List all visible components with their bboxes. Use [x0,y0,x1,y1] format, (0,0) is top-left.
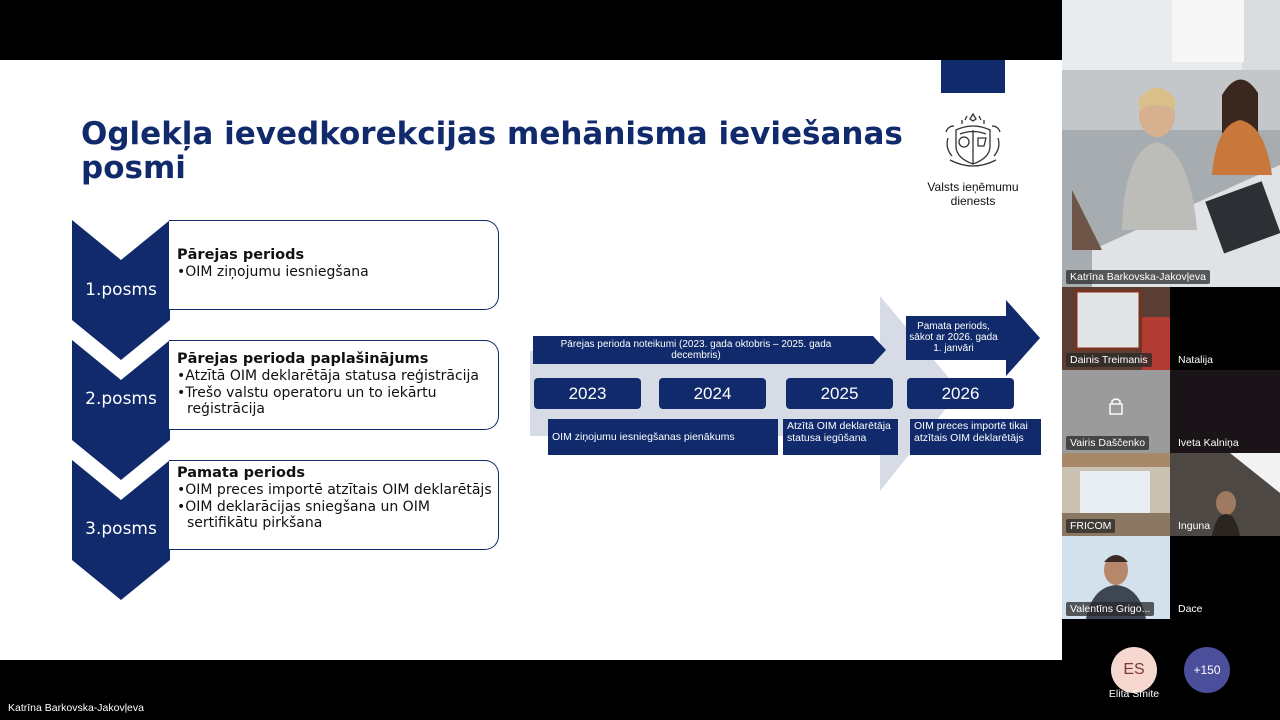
participant-name: Dainis Treimanis [1066,353,1152,367]
stage-label: 3.posms [85,519,157,539]
stage-2 [72,340,502,480]
stage-heading: Pamata periods [177,465,305,481]
stage-box [169,460,499,550]
main-period-band: Pamata periods, sākot ar 2026. gada 1. janvāri [909,321,998,354]
stage-box [169,340,499,430]
participant-name: Inguna [1178,520,1211,532]
stage-item: •Atzītā OIM deklarētāja statusa reģistrācija [177,368,480,384]
stage-item: •OIM deklarācijas sniegšana un OIM sertifikātu pirkšana [177,498,430,531]
stage-3 [72,460,502,600]
camera-feed-image [1062,0,1280,287]
year-2025: 2025 [786,378,893,409]
participant-name: Valentīns Grigo... [1066,602,1154,616]
shared-slide [0,60,1062,660]
stage-box [169,220,499,310]
stage-item: •OIM ziņojumu iesniegšana [177,264,369,280]
slide-title: Oglekļa ievedkorekcijas mehānisma ieviešanas posmi [81,116,903,186]
video-tile[interactable] [1062,536,1170,619]
video-tile[interactable] [1170,287,1280,370]
transition-band: Pārejas perioda noteikumi (2023. gada oktobris – 2025. gada decembris) [560,339,832,361]
participant-panel [1062,0,1280,720]
stage-1 [72,220,502,360]
video-tile[interactable] [1170,453,1280,536]
slide-corner-bar [941,60,1005,93]
stage-heading: Pārejas perioda paplašinājums [177,351,429,367]
note-reporting: OIM ziņojumu iesniegšanas pienākums [548,419,778,455]
video-tile[interactable] [1062,287,1170,370]
participant-name: Katrīna Barkovska-Jakovļeva [1066,270,1210,284]
vid-logo [920,108,1026,208]
avatar[interactable]: ES [1111,647,1157,693]
presenter-name: Katrīna Barkovska-Jakovļeva [8,702,144,714]
video-tile[interactable] [1062,370,1170,453]
avatar-name: Elita Smite [1108,688,1160,700]
stage-chevron [72,340,170,480]
more-participants-button[interactable]: +150 [1184,647,1230,693]
stage-item: •Trešo valstu operatoru un to iekārtu reģistrācija [177,384,437,417]
year-2023: 2023 [534,378,641,409]
stage-heading: Pārejas periods [177,247,305,263]
stage-item: •OIM preces importē atzītais OIM deklarētājs [177,482,492,498]
participant-name: Iveta Kalniņa [1178,437,1239,449]
video-tile[interactable] [1170,536,1280,619]
note-declarant: Atzītā OIM deklarētāja statusa iegūšana [783,419,898,455]
year-2024: 2024 [659,378,766,409]
video-tile[interactable] [1170,370,1280,453]
video-tile[interactable] [1062,453,1170,536]
participant-name: FRICOM [1066,519,1115,533]
participant-name: Dace [1178,603,1203,615]
participant-name: Natalija [1178,354,1214,366]
stage-label: 1.posms [85,280,157,300]
video-tile-main[interactable] [1062,0,1280,287]
coat-of-arms-icon [940,108,1006,174]
stage-label: 2.posms [85,389,157,409]
participant-name: Vairis Daščenko [1066,436,1149,450]
logo-text: Valsts ieņēmumu dienests [927,180,1019,208]
note-import: OIM preces importē tikai atzītais OIM deklarētājs [910,419,1041,455]
timeline [530,296,1050,491]
year-2026: 2026 [907,378,1014,409]
